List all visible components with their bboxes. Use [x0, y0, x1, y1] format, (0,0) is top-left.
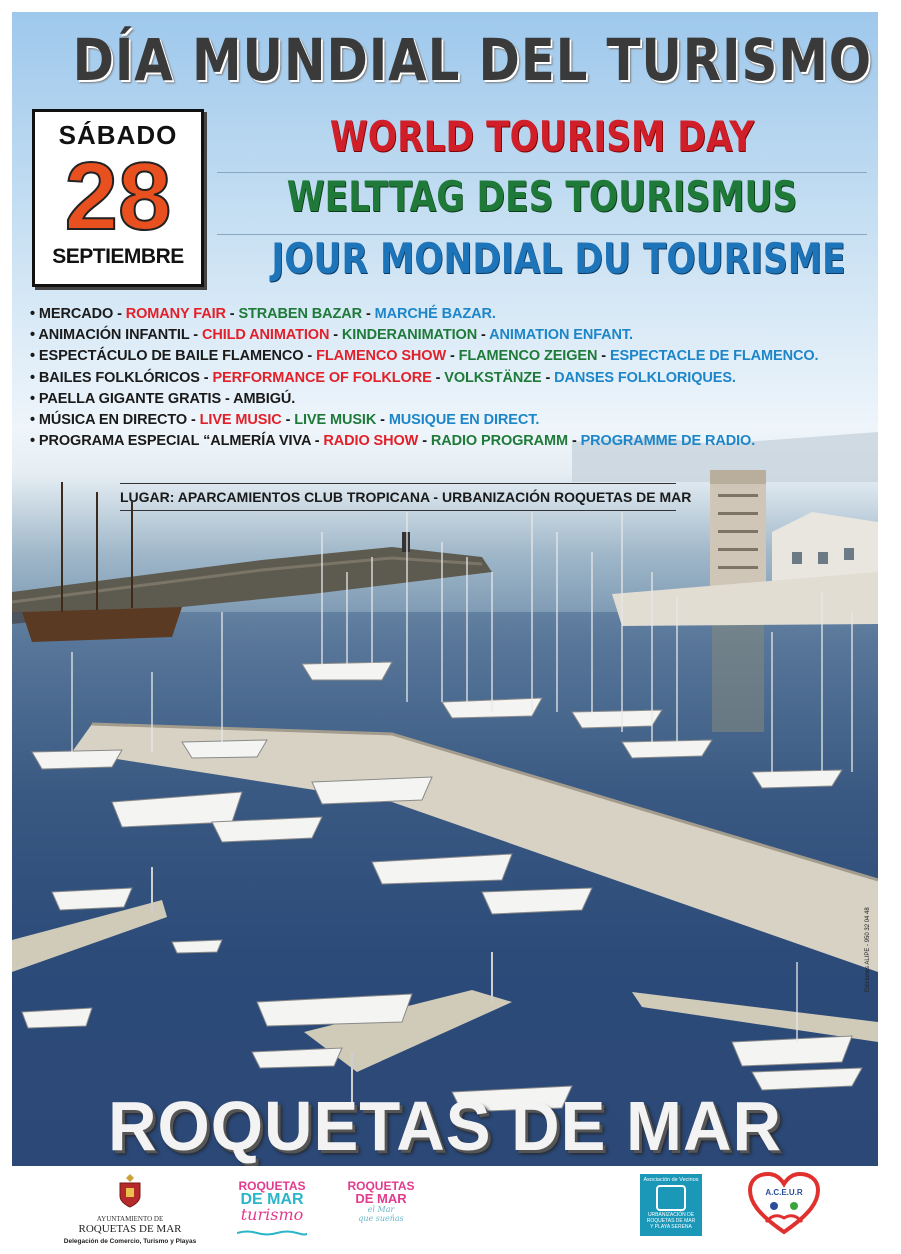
event-item: [30, 431, 818, 452]
event-bullet: •: [30, 433, 35, 450]
vecinos-line4: Y PLAYA SERENA: [650, 1224, 692, 1230]
crest-icon: [117, 1174, 143, 1208]
event-spanish: PROGRAMA ESPECIAL “ALMERÍA VIVA: [38, 433, 311, 450]
sponsor-logos: [0, 1166, 901, 1254]
event-separator: -: [199, 369, 213, 386]
ayuntamiento-line2: ROQUETAS DE MAR: [78, 1223, 182, 1235]
turismo-line2: DE MAR: [240, 1191, 304, 1208]
event-separator: -: [189, 327, 202, 344]
event-separator: -: [477, 327, 490, 344]
title-english: WORLD TOURISM DAY: [329, 112, 755, 161]
events-list: [30, 304, 818, 452]
event-german: RADIO PROGRAMM: [430, 433, 569, 450]
wave-icon: [237, 1230, 307, 1236]
event-bullet: •: [30, 412, 35, 429]
event-separator: -: [541, 369, 555, 386]
event-separator: -: [362, 306, 375, 322]
event-separator: -: [597, 348, 610, 365]
town-name: ROQUETAS DE MAR: [108, 1087, 782, 1165]
date-box: [32, 109, 204, 287]
event-english: PERFORMANCE OF FOLKLORE: [212, 369, 432, 386]
event-separator: -: [329, 327, 342, 344]
event-english: FLAMENCO SHOW: [316, 348, 447, 365]
main-title: DÍA MUNDIAL DEL TURISMO: [72, 26, 873, 94]
event-separator: -: [310, 433, 324, 450]
event-separator: -: [431, 369, 445, 386]
event-spanish: MÚSICA EN DIRECTO: [38, 412, 188, 429]
event-separator: -: [446, 348, 459, 365]
event-english: LIVE MUSIC: [199, 412, 282, 429]
event-spanish: BAILES FOLKLÓRICOS: [38, 369, 200, 386]
asociacion-vecinos-logo: [640, 1174, 702, 1236]
date-day: SÁBADO: [58, 120, 178, 150]
event-german: LIVE MUSIK: [294, 412, 377, 429]
event-spanish: MERCADO: [38, 306, 114, 322]
turismo-line1: ROQUETAS: [238, 1179, 306, 1193]
event-separator: -: [568, 433, 581, 450]
event-separator: -: [225, 306, 239, 322]
title-german: WELTTAG DES TOURISMUS: [286, 172, 798, 221]
event-separator: -: [303, 348, 317, 365]
event-item: [30, 304, 818, 325]
event-separator: -: [281, 412, 295, 429]
event-separator: -: [376, 412, 389, 429]
date-number: 28: [64, 143, 172, 250]
event-french: MARCHÉ BAZAR.: [374, 306, 496, 322]
event-separator: -: [113, 306, 126, 322]
event-bullet: •: [30, 369, 35, 386]
date-month: SEPTIEMBRE: [52, 245, 184, 268]
event-german: STRABEN BAZAR: [238, 306, 363, 322]
roquetas-turismo-logo: [232, 1180, 312, 1241]
event-separator: -: [418, 433, 431, 450]
event-bullet: •: [30, 390, 35, 407]
ayuntamiento-logo: [60, 1174, 200, 1245]
heart-icon: [748, 1172, 820, 1236]
event-item: [30, 410, 818, 431]
event-spanish: PAELLA GIGANTE GRATIS - AMBIGÚ.: [38, 390, 296, 407]
event-french: MUSIQUE EN DIRECT.: [388, 412, 540, 429]
title-french: JOUR MONDIAL DU TOURISME: [271, 234, 846, 283]
ayuntamiento-line3: Delegación de Comercio, Turismo y Playas: [63, 1238, 197, 1245]
elmar-line3: el Mar: [367, 1205, 395, 1214]
event-bullet: •: [30, 348, 35, 365]
event-item: [30, 346, 818, 367]
event-english: RADIO SHOW: [323, 433, 419, 450]
ayuntamiento-line1: AYUNTAMIENTO DE: [96, 1215, 164, 1223]
aceur-name: A.C.E.U.R: [765, 1188, 803, 1197]
event-bullet: •: [30, 306, 35, 322]
vecinos-line2: URBANIZACIÓN DE: [647, 1212, 695, 1218]
event-french: PROGRAMME DE RADIO.: [580, 433, 756, 450]
poster: [12, 12, 878, 1166]
event-spanish: ESPECTÁCULO DE BAILE FLAMENCO: [38, 348, 304, 365]
elmar-line4: que sueñas: [358, 1214, 404, 1223]
event-spanish: ANIMACIÓN INFANTIL: [38, 327, 190, 344]
event-item: [30, 389, 818, 410]
event-french: ESPECTACLE DE FLAMENCO.: [609, 348, 819, 365]
event-german: FLAMENCO ZEIGEN: [458, 348, 598, 365]
event-french: DANSES FOLKLORIQUES.: [554, 369, 736, 386]
venue-line: LUGAR: APARCAMIENTOS CLUB TROPICANA - URBANIZACIÓN ROQUETAS DE MAR: [120, 483, 676, 511]
event-german: VOLKSTÄNZE: [444, 369, 542, 386]
event-separator: -: [187, 412, 200, 429]
event-item: [30, 368, 818, 389]
house-icon: [656, 1185, 686, 1211]
event-french: ANIMATION ENFANT.: [489, 327, 633, 344]
event-bullet: •: [30, 327, 35, 344]
vecinos-line1: Asociación de Vecinos: [643, 1177, 699, 1183]
elmar-line1: ROQUETAS: [347, 1179, 415, 1193]
event-item: [30, 325, 818, 346]
aceur-logo: [748, 1172, 820, 1236]
event-german: KINDERANIMATION: [341, 327, 478, 344]
event-english: ROMANY FAIR: [125, 306, 226, 322]
printer-credit: Ediciones ALIPE - 950 32 04 48: [865, 907, 871, 992]
event-english: CHILD ANIMATION: [201, 327, 330, 344]
turismo-line3: turismo: [240, 1205, 304, 1224]
roquetas-elmar-logo: [346, 1180, 416, 1223]
elmar-line2: DE MAR: [355, 1191, 407, 1206]
vecinos-line3: ROQUETAS DE MAR: [646, 1218, 696, 1224]
